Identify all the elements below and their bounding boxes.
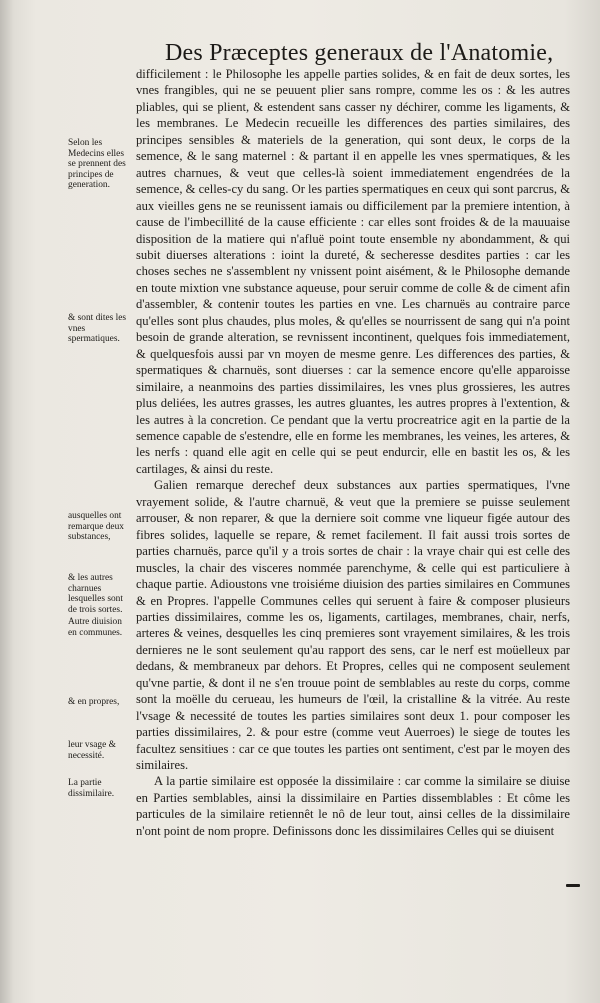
catchword-mark (566, 884, 580, 887)
margin-note: & les autres charnues lesquelles sont de trois sortes. (68, 573, 123, 615)
margin-note: La partie dissimilaire. (68, 778, 115, 799)
margin-note: Autre diuision en communes. (68, 617, 123, 638)
margin-note: & en propres, (68, 697, 120, 707)
binding-shadow (0, 0, 14, 1003)
margin-note: Selon les Medecins elles se prennent des principes de generation. (68, 138, 126, 191)
margin-note: ausquelles ont remarque deux substances, (68, 511, 124, 543)
paragraph: Galien remarque derechef deux substances aux parties spermatiques, l'vne vrayement solide, & l'autre charnuë, & veut que la premiere se puisse seulement arrouser, & non reparer, & que la derniere soit comme vne liqueur figée autour des fibres solides, laquelle se repare, & remet facilement. Il fait aussi trois sortes de parties charnuës, parce qu'il y a trois sortes de chair : la vraye chair qui est celle des muscles, la chair des visceres nommée parenchyme, & celle qui est particuliere à chaque partie. Adioustons vne troisiéme diuision des parties similaires en Communes & en Propres. l'appelle Communes celles qui seruent à faire & composer plusieurs parties dissimilaires, comme les os, ligaments, cartilages, membranes, chair, nerfs, arteres & veines, desquelles les cinq premieres sont vrayement similaires, & les trois dernieres ne le sont seulement qu'au rapport des sens, car le nerf est moüelleux par dedans, & membraneux par dehors. Et Propres, celles qui ne composent seulement qu'vne partie, & dont il ne s'en trouue point de semblables au reste du corps, comme sont la moëlle du cerueau, les humeurs de l'œil, la cristalline & la vitrée. Au reste l'vsage & necessité de toutes les parties similaires sont deux 1. pour composer les parties dissimilaires, 2. & pour estre (comme veut Auerroes) le siege de toutes les facultez sensitiues : car ce que toutes les parties ont sentiment, c'est par le moyen des similaires. (136, 478, 570, 773)
paragraph: difficilement : le Philosophe les appelle parties solides, & en fait de deux sortes, les vnes frangibles, qui ne se peuuent plier sans rompre, comme les os : & les autres pliables, qui se plient, & estendent sans casser ny déchirer, comme les ligaments, & les membranes. Le Medecin recueille les differences des parties similaires, des principes sensibles & materiels de la generation, qui sont deux, le corps de la semence, & le sang maternel : & partant il en appelle les vnes spermatiques, & les autres charnues, & veut que celles-là soient immediatement engendrées de la semence, & celles-cy du sang. Or les parties spermatiques en ceux qui sont parcrus, & aux vieilles gens ne se reunissent iamais ou difficilement par la premiere intention, à cause de l'imbecillité de la cause efficiente : car elles sont froides & de la mauuaise disposition de la matiere qui n'afluë point toute ensemble ny abondamment, & qui subit diuerses alterations : ioint la dureté, & secheresse desdites parties : car les choses seches ne s'assemblent ny vnissent point aisément, & le Philosophe demande en toute mixtion vne substance aqueuse, pour seruir comme de colle & de ciment afin d'assembler, & contenir toutes les parties en vne. Les charnuës au contraire parce qu'elles sont plus chaudes, plus moles, & qu'elles se nourrissent de sang qui n'a point besoin de grande alteration, se revnissent incontinent, quelques fois immediatement, & quelquesfois aussi par vn moyen de mesme genre. Les differences des parties, & spermatiques & charnuës, sont diuerses : car la semence encore qu'elle apparoisse similaire, a neanmoins des parties dissimilaires, les vnes plus grossieres, les autres plus deliées, les autres grasses, les autres gluantes, les autres propres à l'extention, & les autres à la concretion. Ce pendant que la vertu procreatrice agit en la partie de la semence capable de s'estendre, elle en forme les membranes, les veines, les arteres, & les nerfs : quand elle agit en celle qui se peut endurcir, elle en bastit les os, & les cartilages, & ainsi du reste. (136, 67, 570, 476)
body-text (136, 66, 570, 839)
paragraph: A la partie similaire est opposée la dissimilaire : car comme la similaire se diuise en Parties semblables, ainsi la dissimilaire en Parties dissemblables : Et côme les particules de la similaire retiennêt le nô de leur tout, ainsi celles de la dissimilaire n'ont point de nom propre. Definissons donc les dissimilaires Celles qui se diuisent (136, 774, 570, 838)
margin-note: & sont dites les vnes spermatiques. (68, 313, 127, 345)
running-head: Des Præceptes generaux de l'Anatomie, (165, 40, 554, 66)
margin-note: leur vsage & necessité. (68, 740, 116, 761)
